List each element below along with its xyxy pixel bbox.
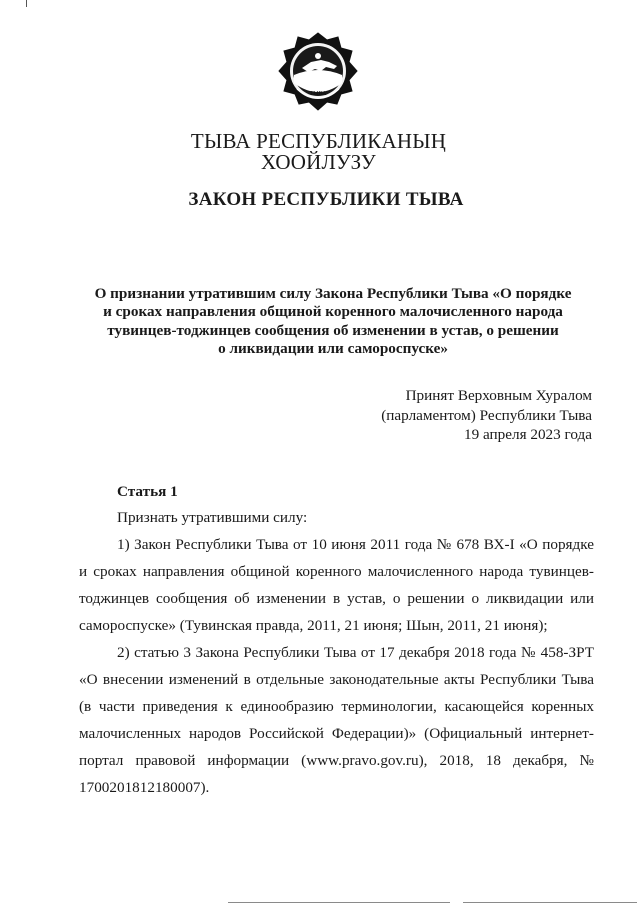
adoption-line-1: Принят Верховным Хуралом bbox=[405, 387, 592, 404]
law-title-line: о ликвидации или самороспуске» bbox=[218, 339, 448, 357]
emblem-shield bbox=[279, 33, 357, 110]
law-heading: ЗАКОН РЕСПУБЛИКИ ТЫВА bbox=[188, 189, 464, 210]
scan-mark bbox=[26, 0, 27, 7]
article-body bbox=[79, 504, 594, 801]
law-title bbox=[92, 285, 574, 358]
law-title-line: и сроках направления общиной коренного малочисленного народа bbox=[103, 303, 563, 321]
article-item-2: 2) статью 3 Закона Республики Тыва от 17 декабря 2018 года № 458-ЗРТ «О внесении изменений в отдельные законодательные акты Республики Тыва (в части приведения к единообразию терминологии, касающейся коренных малочисленных народов Российской Федерации)» (Официальный интернет-портал правовой информации (www.pravo.gov.ru), 2018, 18 декабря, № 1700201812180007). bbox=[79, 644, 594, 796]
adoption-block bbox=[381, 386, 592, 445]
tyvan-title-line-1: ТЫВА РЕСПУБЛИКАНЫҢ bbox=[190, 129, 447, 153]
emblem-ribbon-text: ТЫВА bbox=[309, 91, 327, 97]
tyvan-title-line-2: ХООЙЛУЗУ bbox=[261, 150, 376, 174]
adoption-date: 19 апреля 2023 года bbox=[464, 426, 592, 443]
law-title-line: тувинцев-тоджинцев сообщения об изменении в устав, о решении bbox=[107, 321, 559, 339]
republic-law-title-tyvan bbox=[0, 131, 637, 173]
scan-artifact-line bbox=[463, 902, 637, 903]
adoption-line-2: (парламентом) Республики Тыва bbox=[381, 406, 592, 424]
article-item-1: 1) Закон Республики Тыва от 10 июня 2011 года № 678 ВХ-I «О порядке и сроках направления общиной коренного малочисленного народа тувинцев-тоджинцев сообщения об изменении в устав, о решении о ликвидации или самороспуске» (Тувинская правда, 2011, 21 июня; Шын, 2011, 21 июня); bbox=[79, 536, 594, 634]
law-title-line: О признании утратившим силу Закона Республики Тыва «О порядке bbox=[94, 285, 572, 302]
article-heading: Статья 1 bbox=[117, 483, 178, 500]
tyva-coat-of-arms-icon bbox=[277, 31, 359, 119]
article-intro: Признать утратившими силу: bbox=[117, 509, 308, 526]
scan-artifact-line bbox=[228, 902, 450, 903]
